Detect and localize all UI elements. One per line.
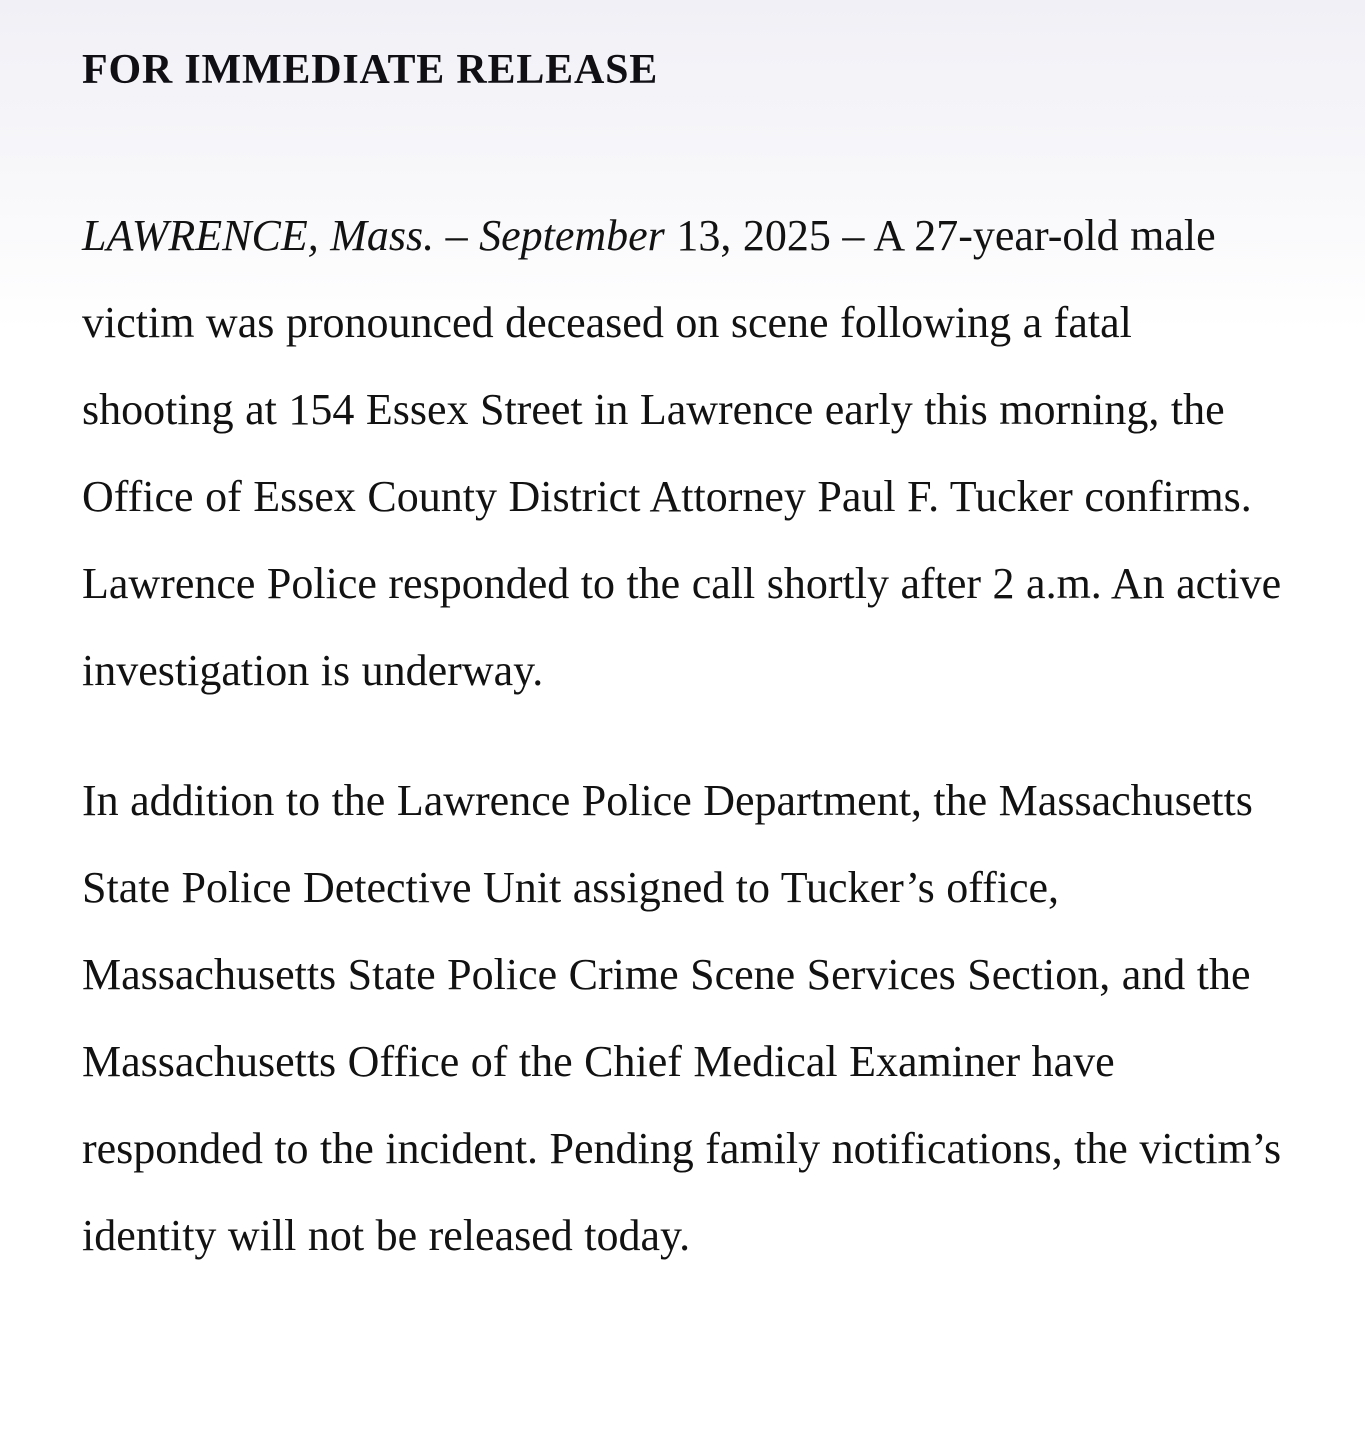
press-release-body (82, 0, 1282, 1279)
lead-paragraph (82, 192, 1282, 714)
dateline: LAWRENCE, Mass. – September (82, 211, 665, 260)
lead-paragraph-text: 13, 2025 – A 27-year-old male victim was pronounced deceased on scene following a fatal shooting at 154 Essex Street in Lawrence early this morning, the Office of Essex County District Attorney Paul F. Tucker confirms. Lawrence Police responded to the call shortly after 2 a.m. An active investigation is underway. (82, 211, 1282, 695)
agencies-paragraph: In addition to the Lawrence Police Department, the Massachusetts State Police Detective Unit assigned to Tucker’s office, Massachusetts State Police Crime Scene Services Section, and the Massachusetts Office of the Chief Medical Examiner have responded to the incident. Pending family notifications, the victim’s identity will not be released today. (82, 776, 1282, 1260)
page-title: FOR IMMEDIATE RELEASE (82, 47, 659, 93)
